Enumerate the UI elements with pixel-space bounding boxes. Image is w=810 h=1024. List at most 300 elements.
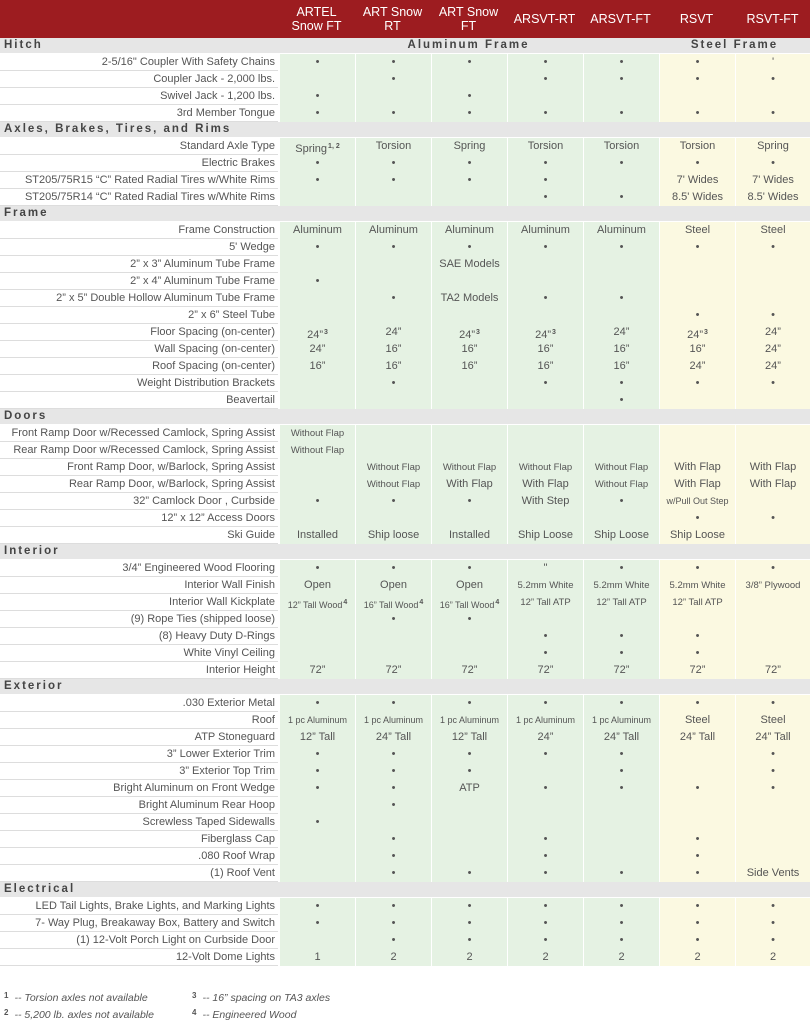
table-cell (507, 239, 583, 256)
cell-value: 16” (309, 360, 326, 372)
table-row (0, 611, 810, 628)
table-cell (659, 425, 735, 442)
cell-value: • (467, 748, 472, 760)
table-cell (431, 645, 507, 662)
cell-value: • (695, 73, 700, 85)
cell-value: • (619, 934, 624, 946)
cell-value: • (315, 562, 320, 574)
row-label: Floor Spacing (on-center) (0, 324, 278, 341)
column-header: RSVT (679, 12, 714, 26)
footnote-marker: 4 (343, 599, 348, 606)
table-cell (659, 256, 735, 273)
table-cell (659, 358, 735, 375)
cell-value: 5.2mm White (669, 580, 726, 591)
aluminum-frame-label: Aluminum Frame (407, 39, 530, 51)
cell-value: SAE Models (439, 258, 500, 270)
section-title: Axles, Brakes, Tires, and Rims (4, 123, 232, 135)
cell-value: • (315, 917, 320, 929)
table-cell (507, 189, 583, 206)
cell-value: • (391, 292, 396, 304)
table-cell (279, 493, 355, 510)
table-cell (431, 105, 507, 122)
cell-value: 24” (459, 329, 475, 341)
cell-value: • (619, 900, 624, 912)
cell-value: Aluminum (369, 224, 418, 236)
table-cell (279, 645, 355, 662)
table-cell (583, 155, 659, 172)
table-cell (659, 848, 735, 865)
cell-value: • (467, 174, 472, 186)
row-label: Electric Brakes (0, 155, 278, 172)
cell-value: Open (380, 579, 407, 591)
table-cell (735, 358, 810, 375)
table-cell (735, 746, 810, 763)
cell-value: 7' Wides (676, 174, 719, 186)
row-label: Wall Spacing (on-center) (0, 341, 278, 358)
row-label: Ski Guide (0, 527, 278, 544)
table-row (0, 577, 810, 594)
table-cell (735, 729, 810, 746)
table-cell (659, 392, 735, 409)
cell-value: • (619, 630, 624, 642)
table-cell (507, 425, 583, 442)
row-label: 12” x 12” Access Doors (0, 510, 278, 527)
cell-value: Steel (684, 224, 711, 236)
cell-value: • (467, 697, 472, 709)
row-label: LED Tail Lights, Brake Lights, and Marking Lights (0, 898, 278, 915)
table-cell (355, 138, 431, 155)
section-title: Hitch (4, 39, 43, 51)
table-cell (735, 324, 810, 341)
cell-value: Spring (453, 140, 486, 152)
cell-value: • (695, 562, 700, 574)
table-row (0, 105, 810, 122)
table-cell (659, 645, 735, 662)
cell-value: • (619, 56, 624, 68)
cell-value: With Flap (749, 478, 797, 490)
cell-value: 1 pc Aluminum (515, 715, 576, 725)
table-cell (431, 189, 507, 206)
table-cell (735, 763, 810, 780)
table-cell (583, 88, 659, 105)
section-title: Interior (4, 545, 60, 557)
section-title: Doors (4, 410, 48, 422)
table-cell (735, 459, 810, 476)
cell-value: 3/8” Plywood (745, 580, 801, 591)
cell-value: With Flap (674, 478, 721, 490)
table-cell (355, 527, 431, 544)
table-cell (355, 273, 431, 290)
cell-value: • (543, 630, 548, 642)
table-cell (659, 189, 735, 206)
cell-value: • (695, 309, 700, 321)
row-label: Rear Ramp Door w/Recessed Camlock, Spring Assist (0, 442, 278, 459)
table-cell (279, 628, 355, 645)
cell-value: • (543, 377, 548, 389)
row-label: Rear Ramp Door, w/Barlock, Spring Assist (0, 476, 278, 493)
cell-value: • (467, 765, 472, 777)
table-row (0, 290, 810, 307)
table-cell (735, 307, 810, 324)
table-cell (507, 88, 583, 105)
cell-value: • (543, 900, 548, 912)
table-cell (355, 341, 431, 358)
cell-value: • (467, 917, 472, 929)
table-cell (431, 341, 507, 358)
table-row (0, 848, 810, 865)
footnote (4, 1008, 154, 1021)
cell-value: • (619, 157, 624, 169)
table-cell (279, 375, 355, 392)
cell-value: • (315, 816, 320, 828)
row-label: 3” Exterior Top Trim (0, 763, 278, 780)
cell-value: With Step (521, 495, 570, 507)
table-cell (583, 307, 659, 324)
table-cell (431, 324, 507, 341)
cell-value: 24” (689, 360, 706, 372)
table-cell (355, 662, 431, 679)
table-cell (355, 594, 431, 611)
row-label: 12-Volt Dome Lights (0, 949, 278, 966)
cell-value: • (391, 241, 396, 253)
cell-value: 24” Tall (375, 731, 412, 743)
table-row (0, 425, 810, 442)
table-row (0, 54, 810, 71)
row-label: 32” Camlock Door , Curbside (0, 493, 278, 510)
table-cell (279, 797, 355, 814)
cell-value: 2 (694, 951, 701, 963)
table-cell (659, 341, 735, 358)
table-row (0, 628, 810, 645)
table-cell (431, 746, 507, 763)
table-cell (279, 425, 355, 442)
cell-value: 1 pc Aluminum (363, 715, 424, 725)
cell-value: w/Pull Out Step (666, 496, 729, 506)
cell-value: • (467, 867, 472, 879)
row-label: 7- Way Plug, Breakaway Box, Battery and Switch (0, 915, 278, 932)
table-cell (431, 425, 507, 442)
table-cell (735, 712, 810, 729)
table-cell (583, 729, 659, 746)
cell-value: With Flap (749, 461, 797, 473)
table-cell (735, 628, 810, 645)
table-cell (583, 527, 659, 544)
table-row (0, 814, 810, 831)
section-header (0, 38, 810, 53)
cell-value: • (391, 748, 396, 760)
table-cell (507, 662, 583, 679)
cell-value: • (695, 512, 700, 524)
table-cell (355, 628, 431, 645)
cell-value: Open (456, 579, 483, 591)
table-cell (431, 71, 507, 88)
cell-value: 24” (385, 326, 402, 338)
table-cell (507, 594, 583, 611)
cell-value: • (543, 241, 548, 253)
cell-value: • (391, 917, 396, 929)
table-cell (507, 358, 583, 375)
table-cell (507, 155, 583, 172)
cell-value: • (391, 174, 396, 186)
cell-value: Steel (684, 714, 711, 726)
cell-value: • (391, 934, 396, 946)
column-header-bar (0, 0, 810, 38)
cell-value: With Flap (522, 478, 569, 490)
table-row (0, 662, 810, 679)
table-cell (431, 155, 507, 172)
footnote-marker: 3 (552, 329, 556, 336)
cell-value: • (619, 748, 624, 760)
section-title: Exterior (4, 680, 64, 692)
table-cell (355, 425, 431, 442)
table-cell (583, 780, 659, 797)
table-cell (659, 560, 735, 577)
table-cell (583, 358, 659, 375)
cell-value: • (771, 512, 775, 524)
table-cell (583, 493, 659, 510)
table-cell (355, 780, 431, 797)
table-cell (431, 797, 507, 814)
table-cell (583, 425, 659, 442)
table-cell (507, 915, 583, 932)
cell-value: 1 pc Aluminum (591, 715, 652, 725)
table-cell (735, 898, 810, 915)
table-cell (431, 763, 507, 780)
table-cell (735, 155, 810, 172)
cell-value: • (543, 782, 548, 794)
table-cell (659, 476, 735, 493)
cell-value: • (619, 562, 624, 574)
table-cell (431, 239, 507, 256)
cell-value: • (467, 90, 472, 102)
steel-frame-label: Steel Frame (690, 39, 779, 51)
row-label: Frame Construction (0, 222, 278, 239)
table-cell (583, 105, 659, 122)
cell-value: Without Flap (442, 462, 497, 473)
table-cell (583, 71, 659, 88)
table-cell (431, 932, 507, 949)
table-row (0, 831, 810, 848)
cell-value: 12” Tall (451, 731, 488, 743)
cell-value: • (695, 782, 700, 794)
table-row (0, 459, 810, 476)
table-cell (279, 527, 355, 544)
table-cell (583, 645, 659, 662)
cell-value: • (695, 647, 700, 659)
table-cell (507, 392, 583, 409)
table-cell (507, 831, 583, 848)
cell-value: • (315, 107, 320, 119)
cell-value: 24” (765, 343, 781, 355)
table-cell (659, 932, 735, 949)
table-cell (659, 105, 735, 122)
table-cell (583, 392, 659, 409)
table-cell (279, 459, 355, 476)
table-cell (279, 898, 355, 915)
table-cell (507, 375, 583, 392)
row-label: Coupler Jack - 2,000 lbs. (0, 71, 278, 88)
row-label: ATP Stoneguard (0, 729, 278, 746)
table-row (0, 88, 810, 105)
cell-value: • (467, 934, 472, 946)
table-row (0, 493, 810, 510)
table-cell (279, 780, 355, 797)
table-cell (279, 763, 355, 780)
cell-value: • (619, 782, 624, 794)
table-row (0, 358, 810, 375)
table-cell (355, 898, 431, 915)
table-cell (355, 712, 431, 729)
table-cell (355, 189, 431, 206)
table-cell (659, 594, 735, 611)
cell-value: Torsion (375, 140, 412, 152)
table-cell (279, 222, 355, 239)
table-row (0, 71, 810, 88)
cell-value: ' (771, 56, 775, 68)
table-cell (583, 814, 659, 831)
footnote (192, 991, 330, 1004)
footnotes (0, 987, 810, 1024)
table-cell (431, 358, 507, 375)
table-cell (659, 712, 735, 729)
table-cell (279, 88, 355, 105)
cell-value: Ship Loose (517, 529, 574, 541)
row-label: ST205/75R15 “C” Rated Radial Tires w/White Rims (0, 172, 278, 189)
row-label: Bright Aluminum on Front Wedge (0, 780, 278, 797)
table-row (0, 780, 810, 797)
table-cell (355, 88, 431, 105)
table-cell (355, 797, 431, 814)
table-cell (507, 105, 583, 122)
table-cell (279, 105, 355, 122)
cell-value: Torsion (603, 140, 640, 152)
table-cell (507, 442, 583, 459)
footnote-text: -- Torsion axles not available (14, 992, 148, 1004)
table-cell (355, 949, 431, 966)
table-cell (507, 172, 583, 189)
footnote-number: 1 (4, 991, 9, 1000)
cell-value: • (543, 107, 548, 119)
table-row (0, 155, 810, 172)
row-label: Roof Spacing (on-center) (0, 358, 278, 375)
table-cell (659, 527, 735, 544)
table-row (0, 189, 810, 206)
table-row (0, 341, 810, 358)
table-cell (507, 560, 583, 577)
table-row (0, 273, 810, 290)
cell-value: • (695, 107, 700, 119)
table-cell (735, 662, 810, 679)
footnote-marker: 4 (419, 599, 424, 606)
table-cell (355, 324, 431, 341)
cell-value: 1 (314, 951, 321, 963)
footnote-text: -- 5,200 lb. axles not available (14, 1009, 154, 1021)
row-label: 3/4” Engineered Wood Flooring (0, 560, 278, 577)
cell-value: • (619, 377, 624, 389)
table-cell (431, 392, 507, 409)
table-row (0, 594, 810, 611)
cell-value: • (695, 833, 700, 845)
row-label: 5' Wedge (0, 239, 278, 256)
table-cell (279, 729, 355, 746)
footnote-marker: 3 (476, 329, 480, 336)
cell-value: • (771, 934, 775, 946)
table-cell (659, 239, 735, 256)
cell-value: Installed (449, 529, 490, 541)
row-label: 2” x 3” Aluminum Tube Frame (0, 256, 278, 273)
table-cell (583, 510, 659, 527)
row-label: Bright Aluminum Rear Hoop (0, 797, 278, 814)
table-cell (279, 662, 355, 679)
cell-value: • (467, 56, 472, 68)
cell-value: • (543, 191, 548, 203)
table-row (0, 763, 810, 780)
cell-value: • (771, 157, 775, 169)
table-cell (355, 865, 431, 882)
table-row (0, 915, 810, 932)
table-cell (659, 375, 735, 392)
cell-value: • (695, 900, 700, 912)
table-cell (431, 290, 507, 307)
cell-value: • (543, 292, 548, 304)
table-row (0, 324, 810, 341)
cell-value: • (695, 630, 700, 642)
cell-value: • (467, 613, 472, 625)
cell-value: 16” (461, 360, 478, 372)
cell-value: • (391, 495, 396, 507)
column-header: ART Snow FT (438, 5, 499, 33)
table-row (0, 510, 810, 527)
table-cell (355, 172, 431, 189)
table-cell (279, 611, 355, 628)
table-cell (735, 290, 810, 307)
table-cell (735, 577, 810, 594)
table-cell (735, 256, 810, 273)
section-header (0, 206, 810, 221)
cell-value: • (771, 782, 775, 794)
cell-value: • (543, 917, 548, 929)
table-cell (659, 915, 735, 932)
table-cell (507, 898, 583, 915)
table-row (0, 865, 810, 882)
table-cell (583, 746, 659, 763)
table-cell (355, 560, 431, 577)
footnote-marker: 1, 2 (328, 143, 340, 150)
cell-value: • (543, 833, 548, 845)
cell-value: • (315, 748, 320, 760)
table-cell (583, 560, 659, 577)
row-label: (1) 12-Volt Porch Light on Curbside Door (0, 932, 278, 949)
table-cell (431, 628, 507, 645)
cell-value: 7' Wides (752, 174, 794, 186)
cell-value: 16” Tall Wood (363, 600, 419, 610)
table-cell (355, 577, 431, 594)
table-cell (659, 577, 735, 594)
table-cell (735, 695, 810, 712)
table-cell (659, 949, 735, 966)
table-cell (355, 510, 431, 527)
row-label: 3rd Member Tongue (0, 105, 278, 122)
cell-value: • (391, 157, 396, 169)
cell-value: 12” Tall ATP (596, 597, 647, 608)
table-cell (659, 88, 735, 105)
table-cell (735, 476, 810, 493)
cell-value: • (315, 275, 320, 287)
footnote-number: 2 (4, 1008, 9, 1017)
table-cell (431, 611, 507, 628)
cell-value: • (543, 157, 548, 169)
cell-value: 24” (765, 326, 781, 338)
